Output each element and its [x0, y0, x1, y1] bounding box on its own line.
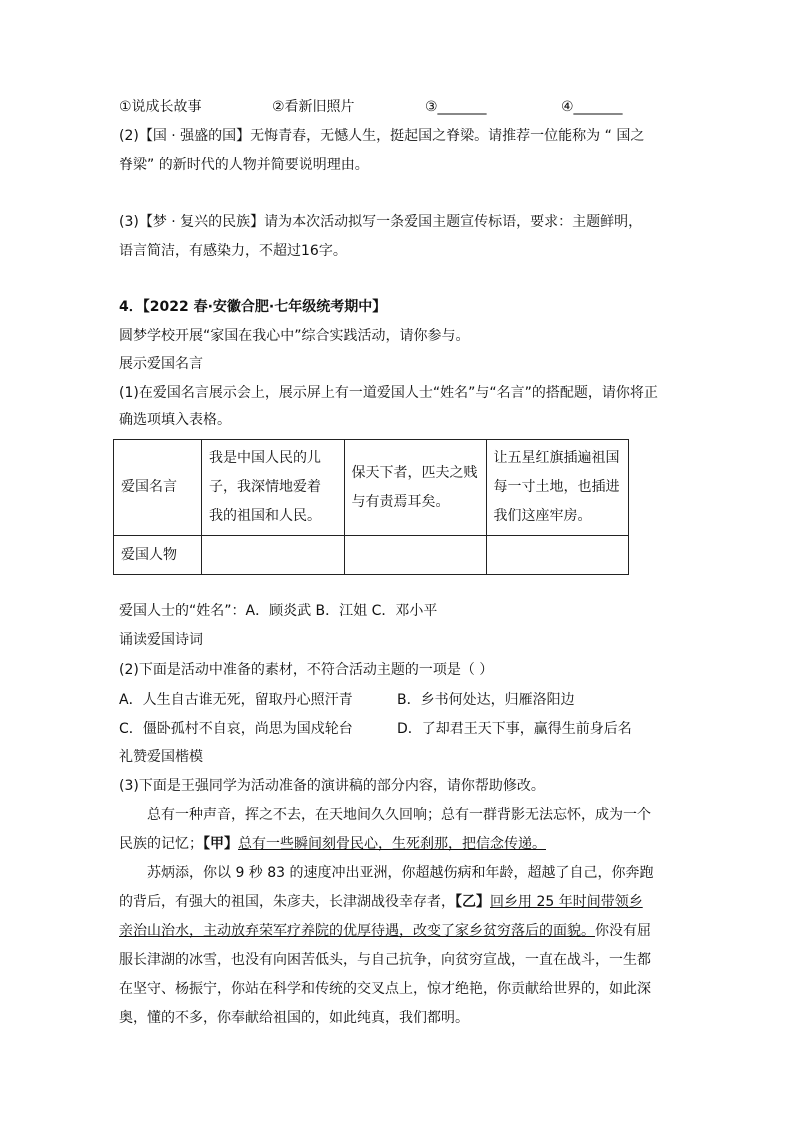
- row-label-quotes: 爱国名言: [114, 440, 202, 536]
- quote-2-line: 保天下者，匹夫之贱: [351, 464, 478, 481]
- quote-cell-1: [202, 440, 345, 536]
- matching-table: [113, 439, 629, 575]
- q3-part3-line2: 语言简洁，有感染力，不超过16字。: [119, 243, 347, 259]
- option-3-blank: ③_______: [425, 99, 487, 115]
- answer-cell-3[interactable]: [486, 536, 629, 575]
- underlined-sentence-yi-cont: 亲治山治水，主动放弃荣军疗养院的优厚待遇，改变了家乡贫穷落后的面貌。: [119, 923, 595, 939]
- q4-part2: (2)下面是活动中准备的素材，不符合活动主题的一项是（ ）: [119, 662, 494, 678]
- speech-para1-line2: [119, 834, 546, 854]
- quote-2-line: 与有责焉耳矣。: [351, 493, 450, 510]
- quote-1-line: 子，我深情地爱着: [209, 479, 321, 495]
- question-4-header: [119, 297, 386, 317]
- answer-cell-2[interactable]: [344, 536, 486, 575]
- quote-3-line: 每一寸土地，也插进: [493, 479, 620, 495]
- section-title-poems: 诵读爱国诗词: [119, 632, 203, 648]
- speech-para2-line2: [119, 892, 643, 912]
- speech-para2-line4: 服长津湖的冰雪，也没有向困苦低头，与自己抗争，向贫穷宣战，一直在战斗，一生都: [119, 952, 651, 968]
- question-number: 4．: [119, 299, 143, 315]
- speech-text: 你没有屈: [595, 923, 651, 939]
- q4-part3: (3)下面是王强同学为活动准备的演讲稿的部分内容，请你帮助修改。: [119, 778, 545, 794]
- table-row-quotes: [114, 440, 629, 536]
- quote-cell-2: [344, 440, 486, 536]
- q3-part3-line1: (3)【梦 · 复兴的民族】请为本次活动拟写一条爱国主题宣传标语，要求：主题鲜明，: [119, 214, 643, 230]
- choice-c: C．僵卧孤村不自哀，尚思为国戍轮台: [119, 721, 353, 737]
- speech-text: 的背后，有强大的祖国，朱彦夫，长津湖战役幸存者，: [119, 894, 455, 910]
- speech-para2-line6: 奥，懂的不多，你奉献给祖国的，如此纯真，我们都明。: [119, 1010, 469, 1026]
- q4-intro: 圆梦学校开展“家国在我心中”综合实践活动，请你参与。: [119, 328, 470, 344]
- answer-cell-1[interactable]: [202, 536, 345, 575]
- quote-3-line: 让五星红旗插遍祖国: [493, 450, 620, 466]
- names-line: 爱国人士的“姓名”：A．顾炎武 B．江姐 C．邓小平: [119, 603, 438, 619]
- mark-yi: 【乙】: [455, 894, 490, 910]
- q3-part2-line1: (2)【国 · 强盛的国】无悔青春，无憾人生，挺起国之脊梁。请推荐一位能称为 “ 国之: [119, 128, 645, 144]
- speech-para2-line1: 苏炳添，你以 9 秒 83 的速度冲出亚洲，你超越伤病和年龄，超越了自己，你奔跑: [147, 865, 654, 881]
- question-source: 【2022 春·安徽合肥·七年级统考期中】: [142, 299, 387, 315]
- option-4-blank: ④_______: [561, 99, 623, 115]
- speech-para1-line1: 总有一种声音，挥之不去，在天地间久久回响；总有一群背影无法忘怀，成为一个: [147, 807, 651, 823]
- choice-b: B．乡书何处达，归雁洛阳边: [397, 692, 575, 708]
- table-row-persons: [114, 536, 629, 575]
- section-title-quotes: 展示爱国名言: [119, 356, 203, 372]
- q4-part1-line1: (1)在爱国名言展示会上，展示屏上有一道爱国人士“姓名”与“名言”的搭配题，请你将正: [119, 385, 658, 401]
- quote-1-line: 我的祖国和人民。: [209, 508, 321, 524]
- section-title-models: 礼赞爱国楷模: [119, 749, 203, 765]
- speech-para2-line5: 在坚守、杨振宁，你站在科学和传统的交叉点上，惊才绝艳，你贡献给世界的，如此深: [119, 981, 651, 997]
- option-1: ①说成长故事: [119, 99, 202, 115]
- underlined-sentence-yi: 回乡用 25 年时间带领乡: [490, 894, 643, 910]
- row-label-persons: 爱国人物: [114, 536, 202, 575]
- quote-3-line: 我们这座牢房。: [493, 508, 592, 524]
- option-2: ②看新旧照片: [272, 99, 355, 115]
- q3-part2-line2: 脊梁” 的新时代的人物并简要说明理由。: [119, 157, 369, 173]
- q4-part1-line2: 确选项填入表格。: [119, 412, 231, 428]
- quote-1-line: 我是中国人民的儿: [209, 450, 321, 466]
- underlined-sentence-jia: 总有一些瞬间刻骨民心，生死刹那，把信念传递。: [238, 836, 546, 852]
- mark-jia: 【甲】: [203, 836, 238, 852]
- quote-cell-3: [486, 440, 629, 536]
- speech-text: 民族的记忆；: [119, 836, 203, 852]
- speech-para2-line3: [119, 921, 651, 941]
- choice-d: D．了却君王天下事，赢得生前身后名: [397, 721, 632, 737]
- choice-a: A．人生自古谁无死，留取丹心照汗青: [119, 692, 353, 708]
